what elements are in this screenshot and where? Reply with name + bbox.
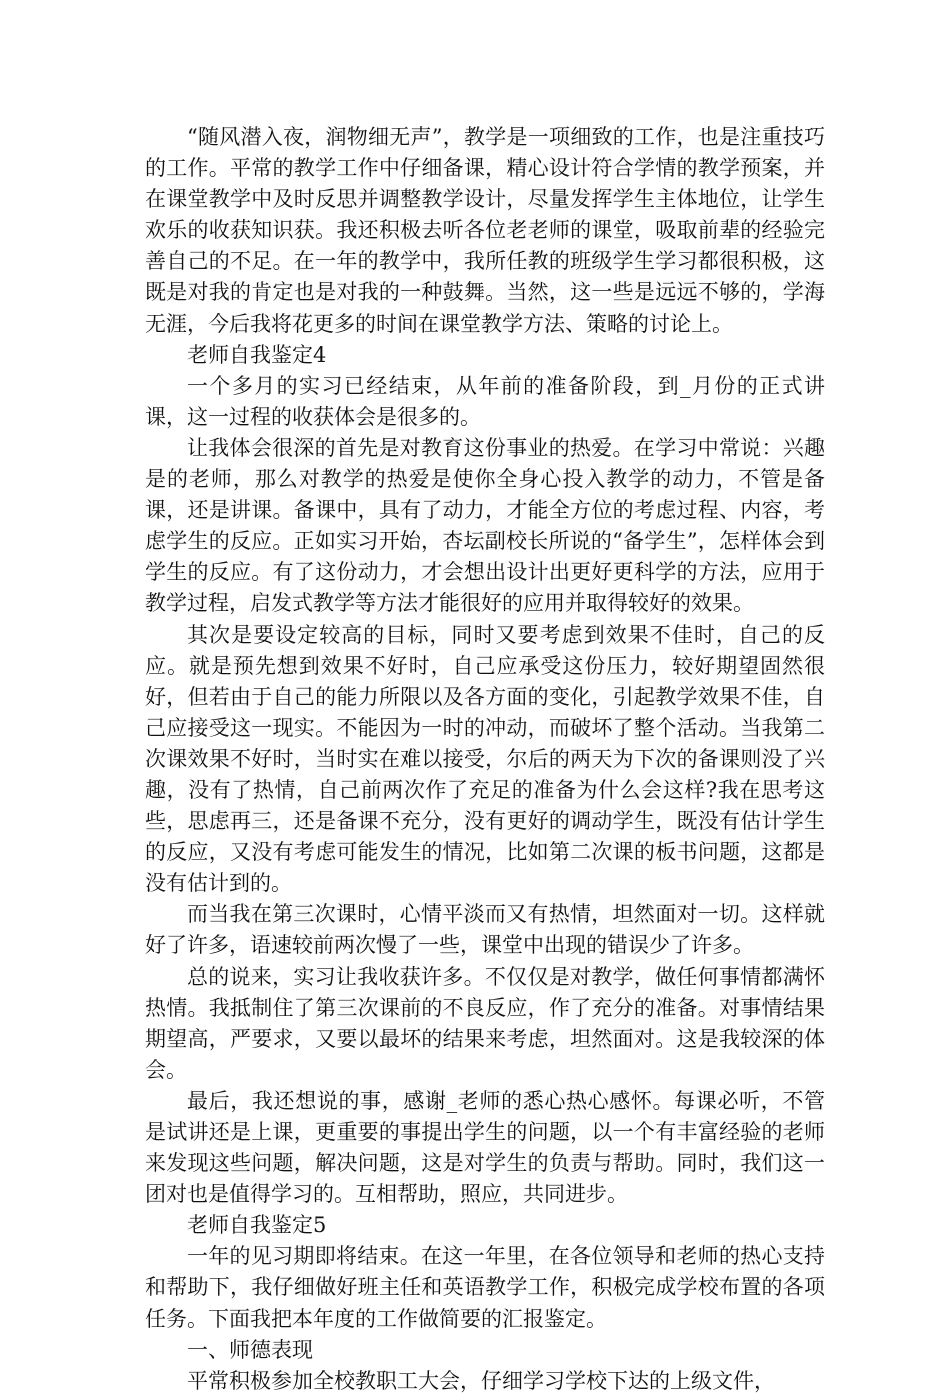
paragraph-teaching-craft: “随风潜入夜，润物细无声”，教学是一项细致的工作，也是注重技巧的工作。平常的教学工作中仔细备课，精心设计符合学情的教学预案，并在课堂教学中及时反思并调整教学设计，尽量发挥学生主体地位，让学生欢乐的收获知识获。我还积极去听各位老老师的课堂，吸取前辈的经验完善自己的不足。在一年的教学中，我所任教的班级学生学习都很积极，这既是对我的肯定也是对我的一种鼓舞。当然，这一些是远远不够的，学海无涯，今后我将花更多的时间在课堂教学方法、策略的讨论上。 bbox=[145, 125, 825, 336]
paragraph-love-of-education: 让我体会很深的首先是对教育这份事业的热爱。在学习中常说：兴趣是的老师，那么对教学的热爱是使你全身心投入教学的动力，不管是备课，还是讲课。备课中，具有了动力，才能全方位的考虑过程、内容，考虑学生的反应。正如实习开始，杏坛副校长所说的“备学生”，怎样体会到学生的反应。有了这份动力，才会想出设计出更好更科学的方法，应用于教学过程，启发式教学等方法才能很好的应用并取得较好的效果。 bbox=[145, 435, 825, 616]
paragraph-set-high-goals: 其次是要设定较高的目标，同时又要考虑到效果不佳时，自己的反应。就是预先想到效果不好时，自己应承受这份压力，较好期望固然很好，但若由于自己的能力所限以及各方面的变化，引起教学效果不佳，自己应接受这一现实。不能因为一时的冲动，而破坏了整个活动。当我第二次课效果不好时，当时实在难以接受，尔后的两天为下次的备课则没了兴趣，没有了热情，自己前两次作了充足的准备为什么会这样?我在思考这些，思虑再三，还是备课不充分，没有更好的调动学生，既没有估计学生的反应，又没有考虑可能发生的情况，比如第二次课的板书问题，这都是没有估计到的。 bbox=[145, 622, 825, 896]
section-heading-ethics: 一、师德表现 bbox=[187, 1337, 313, 1362]
paragraph-internship-ended: 一个多月的实习已经结束，从年前的准备阶段，到_月份的正式讲课，这一过程的收获体会是很多的。 bbox=[145, 373, 825, 429]
section-heading-self-assessment-5: 老师自我鉴定5 bbox=[187, 1213, 327, 1238]
section-heading-self-assessment-4: 老师自我鉴定4 bbox=[187, 342, 327, 367]
paragraph-staff-meetings: 平常积极参加全校教职工大会，仔细学习学校下达的上级文件， bbox=[187, 1368, 775, 1393]
paragraph-summary: 总的说来，实习让我收获许多。不仅仅是对教学，做任何事情都满怀热情。我抵制住了第三次课前的不良反应，作了充分的准备。对事情结果期望高，严要求，又要以最坏的结果来考虑，坦然面对。这是我较深的体会。 bbox=[145, 964, 825, 1082]
document-body bbox=[145, 122, 825, 1397]
paragraph-probation-year: 一年的见习期即将结束。在这一年里，在各位领导和老师的热心支持和帮助下，我仔细做好班主任和英语教学工作，积极完成学校布置的各项任务。下面我把本年度的工作做简要的汇报鉴定。 bbox=[145, 1244, 825, 1331]
paragraph-third-lesson: 而当我在第三次课时，心情平淡而又有热情，坦然面对一切。这样就好了许多，语速较前两次慢了一些，课堂中出现的错误少了许多。 bbox=[145, 902, 825, 958]
paragraph-thanks: 最后，我还想说的事，感谢_老师的悉心热心感怀。每课必听，不管是试讲还是上课，更重要的事提出学生的问题，以一个有丰富经验的老师来发现这些问题，解决问题，这是对学生的负责与帮助。同时，我们这一团对也是值得学习的。互相帮助，照应，共同进步。 bbox=[145, 1088, 825, 1207]
